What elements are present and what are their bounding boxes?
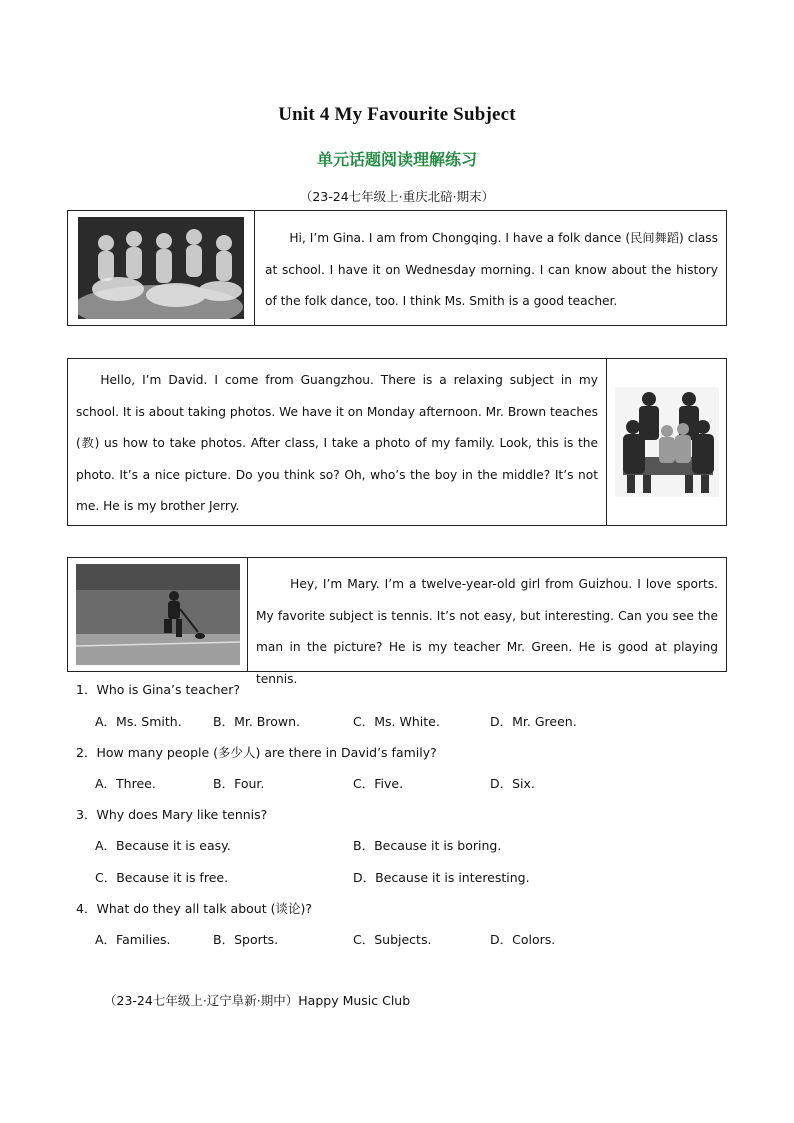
option-4d[interactable]: D．Colors.	[490, 932, 556, 947]
next-passage-source: （23-24七年级上·辽宁阜新·期中）Happy Music Club	[104, 993, 411, 1008]
tennis-photo	[76, 564, 240, 665]
question-2: 2．How many people (多少人) are there in David’s family?	[76, 745, 437, 760]
option-2c[interactable]: C．Five.	[353, 776, 404, 791]
option-1c[interactable]: C．Ms. White.	[353, 714, 440, 729]
option-1b[interactable]: B．Mr. Brown.	[213, 714, 301, 729]
option-1d[interactable]: D．Mr. Green.	[490, 714, 577, 729]
source-note: （23-24七年级上·重庆北碚·期末）	[299, 189, 495, 204]
option-2b[interactable]: B．Four.	[213, 776, 265, 791]
option-3c[interactable]: C．Because it is free.	[95, 870, 229, 885]
option-3b[interactable]: B．Because it is boring.	[353, 838, 502, 853]
passage-text: Hello, I’m David. I come from Guangzhou. There is a relaxing subject in my school. It is about taking photos. We have it on Monday afternoon. Mr. Brown teaches (教) us how to take photos. After class, I take a photo of my family. Look, this is the photo. It’s a nice picture. Do you think so? Oh, who’s the boy in the middle? It’s not me. He is my brother Jerry.	[76, 373, 598, 513]
page-subtitle: 单元话题阅读理解练习	[316, 150, 477, 169]
passage-text: Hey, I’m Mary. I’m a twelve-year-old girl from Guizhou. I love sports. My favorite subject is tennis. It’s not easy, but interesting. Can you see the man in the picture? He is my teacher Mr. Green. He is good at playing tennis.	[256, 577, 718, 686]
option-1a[interactable]: A．Ms. Smith.	[95, 714, 182, 729]
image-cell	[606, 359, 726, 525]
passage-box-gina	[67, 210, 727, 326]
question-4: 4．What do they all talk about (谈论)?	[76, 901, 312, 916]
option-2a[interactable]: A．Three.	[95, 776, 156, 791]
passage-box-mary	[67, 557, 727, 686]
passage-box-david	[67, 358, 727, 526]
question-1: 1．Who is Gina’s teacher?	[76, 682, 241, 697]
page-title: Unit 4 My Favourite Subject	[278, 104, 516, 125]
passage-text: Hi, I’m Gina. I am from Chongqing. I have a folk dance (民间舞蹈) class at school. I have it on Wednesday morning. I can know about the history of the folk dance, too. I think Ms. Smith is a good teacher.	[265, 231, 718, 308]
option-3d[interactable]: D．Because it is interesting.	[353, 870, 530, 885]
option-4c[interactable]: C．Subjects.	[353, 932, 432, 947]
question-3: 3．Why does Mary like tennis?	[76, 807, 268, 822]
option-4b[interactable]: B．Sports.	[213, 932, 279, 947]
family-photo	[615, 387, 719, 497]
folk-dance-photo	[78, 217, 244, 319]
image-cell	[68, 558, 248, 671]
image-cell	[68, 211, 255, 325]
option-4a[interactable]: A．Families.	[95, 932, 171, 947]
option-3a[interactable]: A．Because it is easy.	[95, 838, 231, 853]
option-2d[interactable]: D．Six.	[490, 776, 535, 791]
